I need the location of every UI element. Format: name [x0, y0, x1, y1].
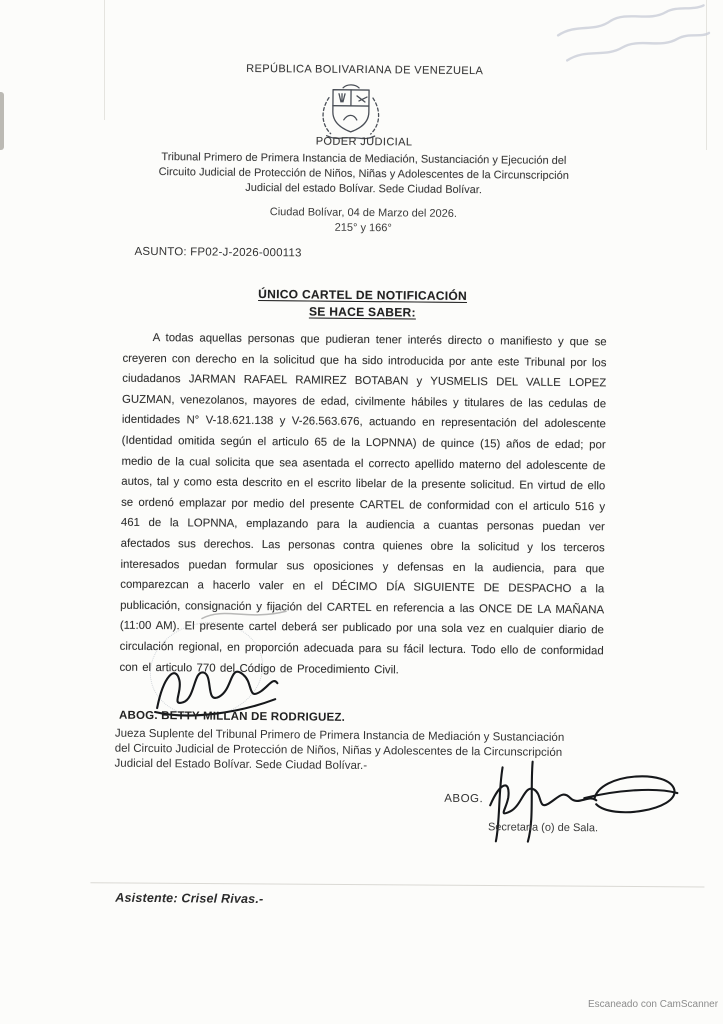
judge-name: ABOG. BETTY MILLAN DE RODRIGUEZ.	[118, 709, 346, 724]
tribunal-name-line-2: Circuito Judicial de Protección de Niños, Niñas y Adolescentes de la Circunscripción	[158, 166, 569, 182]
city-date-line: Ciudad Bolívar, 04 de Marzo del 2026.	[269, 206, 458, 220]
camscanner-watermark: Escaneado con CamScanner	[588, 999, 719, 1010]
judge-role-line-3: Judicial del Estado Bolívar. Sede Ciudad Bolívar.-	[114, 757, 368, 773]
cartel-title-line-2: SE HACE SABER:	[308, 304, 416, 320]
anniversary-years: 215° y 166°	[334, 221, 392, 235]
cartel-title-line-1: ÚNICO CARTEL DE NOTIFICACIÓN	[258, 287, 468, 304]
judge-role-line-2: del Circuito Judicial de Protección de Niños, Niñas y Adolescentes de la Circunscripción	[114, 742, 563, 759]
pen-scribble-mark	[200, 604, 290, 623]
tribunal-name-line-3: Judicial del estado Bolívar. Sede Ciudad Bolívar.	[245, 181, 482, 197]
secretary-abog-label: ABOG.	[444, 792, 484, 806]
fold-crease-line	[90, 882, 704, 887]
poder-judicial-label: PODER JUDICIAL	[315, 135, 413, 149]
case-number-line: ASUNTO: FP02-J-2026-000113	[134, 245, 302, 260]
tribunal-name-line-1: Tribunal Primero de Primera Instancia de Mediación, Sustanciación y Ejecución del	[161, 151, 567, 167]
judge-role-line-1: Jueza Suplente del Tribunal Primero de Primera Instancia de Mediación y Sustanciación	[114, 727, 565, 744]
venezuela-coat-of-arms-icon	[319, 84, 384, 141]
secretary-role-label: Secretaria (o) de Sala.	[487, 821, 599, 835]
assistant-line: Asistente: Crisel Rivas.-	[115, 890, 264, 907]
republic-title: REPÚBLICA BOLIVARIANA DE VENEZUELA	[246, 62, 484, 78]
notification-body-paragraph: A todas aquellas personas que pudieran tener interés directo o manifiesto y que se creyeren con derecho en la solicitud que ha sido introducida por ante este Tribunal por los ciudadanos JARMAN RAFAEL RAMIREZ BOTABAN y YUSMELIS DEL VALLE LOPEZ GUZMAN, venezolanos, mayores de edad, civilmente hábiles y titulares de las cedulas de identidades N° V-18.621.138 y V-26.563.676, actuando en representación del adolescente (Identidad omitida según el articulo 65 de la LOPNNA) de quince (15) años de edad; por medio de la cual solicita que sea asentada el correcto apellido materno del adolescente de autos, tal y como esta descrito en el escrito libelar de la presente solicitud. En virtud de ello se ordenó emplazar por medio del presente CARTEL de conformidad con el articulo 516 y 461 de la LOPNNA, emplazando para la audiencia a cuantas personas puedan ver afectados sus derechos. Las personas contra quienes obre la solicitud y los terceros interesados puedan formular sus oposiciones y defensas en la audiencia, para que comparezcan a hacerlo valer en el DÉCIMO DÍA SIGUIENTE DE DESPACHO a la publicación, consignación y fijación del CARTEL en referencia a las ONCE DE LA MAÑANA (11:00 AM). El presente cartel deberá ser publicado por una sola vez en cualquier diario de circulación regional, en proporción adecuada para su fácil lectura. Todo ello de conformidad con el articulo 770 del Código de Procedimiento Civil.	[119, 331, 607, 676]
